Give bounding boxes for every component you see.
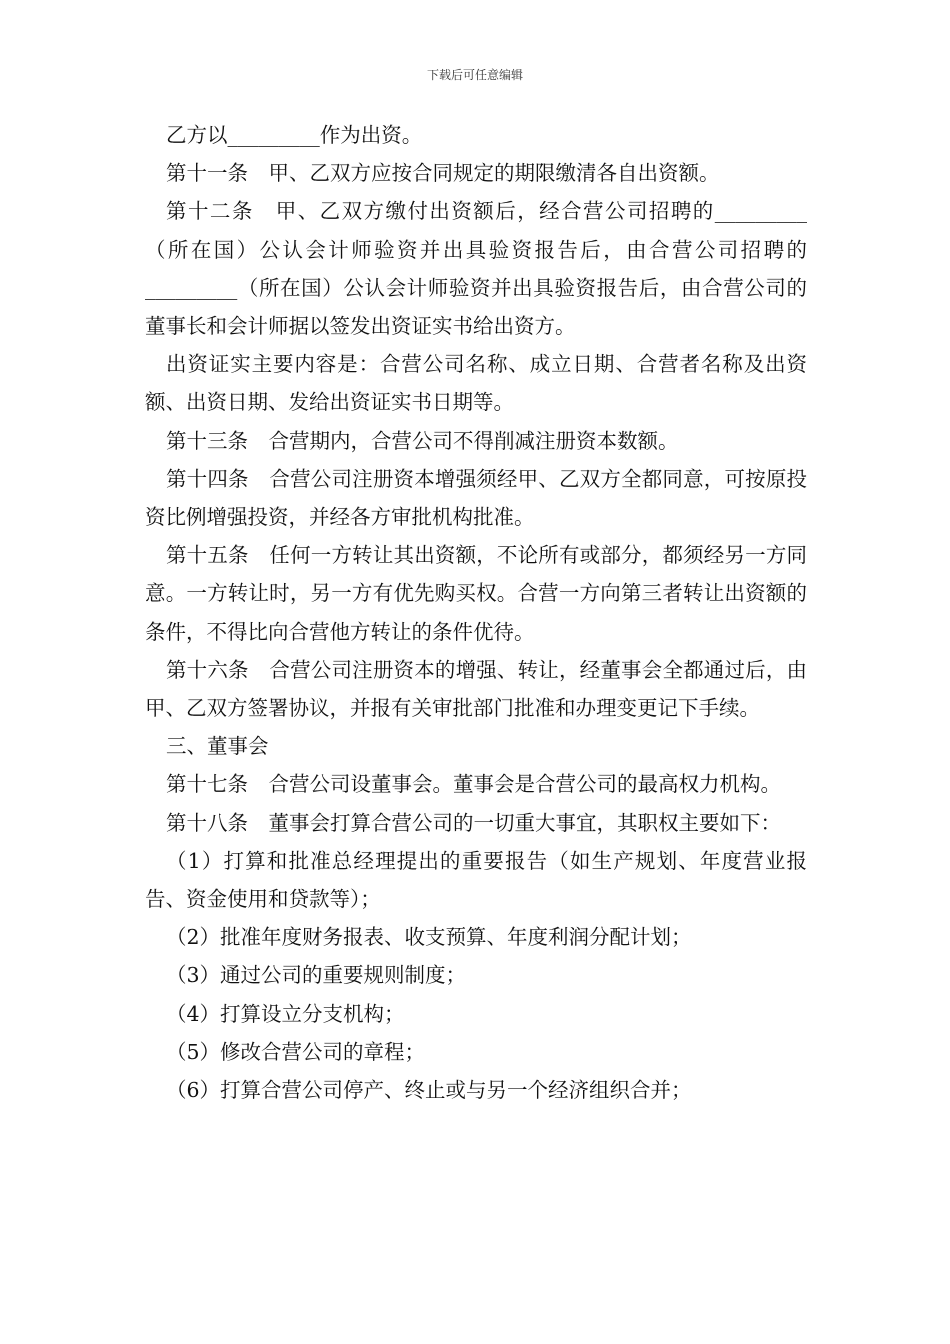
paragraph: 出资证实主要内容是：合营公司名称、成立日期、合营者名称及出资额、出资日期、发给出资证实书日期等。 [145,352,807,415]
paragraph: 乙方以_________作为出资。 [166,123,423,147]
list-item: （6）打算合营公司停产、终止或与另一个经济组织合并； [166,1078,692,1103]
page-header: 下载后可任意编辑 [426,68,523,82]
list-item: （2）批准年度财务报表、收支预算、年度利润分配计划； [166,925,692,950]
list-item: （5）修改合营公司的章程； [166,1039,426,1064]
section-heading: 三、董事会 [166,734,269,759]
article-16: 第十六条 合营公司注册资本的增强、转让，经董事会全都通过后，由甲、乙双方签署协议，并报有关审批部门批准和办理变更记下手续。 [145,657,807,721]
list-item: （1）打算和批准总经理提出的重要报告（如生产规划、年度营业报告、资金使用和贷款等）； [145,848,807,912]
article-15: 第十五条 任何一方转让其出资额，不论所有或部分，都须经另一方同意。一方转让时，另一方有优先购买权。合营一方向第三者转让出资额的条件，不得比向合营他方转让的条件优待。 [145,543,807,644]
document-body [145,116,807,1109]
article-18: 第十八条 董事会打算合营公司的一切重大事宜，其职权主要如下： [166,810,781,835]
list-item: （4）打算设立分支机构； [166,1001,405,1026]
article-13: 第十三条 合营期内，合营公司不得削减注册资本数额。 [166,428,679,453]
article-14: 第十四条 合营公司注册资本增强须经甲、乙双方全都同意，可按原投资比例增强投资，并经各方审批机构批准。 [145,466,807,530]
article-11: 第十一条 甲、乙双方应按合同规定的期限缴清各自出资额。 [166,161,720,186]
article-12: 第十二条 甲、乙双方缴付出资额后，经合营公司招聘的_________（所在国）公认会计师验资并出具验资报告后，由合营公司招聘的_________（所在国）公认会计师验资并出具验资报告后，由合营公司的董事长和会计师据以签发出资证实书给出资方。 [145,199,807,339]
list-item: （3）通过公司的重要规则制度； [166,963,467,988]
article-17: 第十七条 合营公司设董事会。董事会是合营公司的最高权力机构。 [166,772,781,797]
